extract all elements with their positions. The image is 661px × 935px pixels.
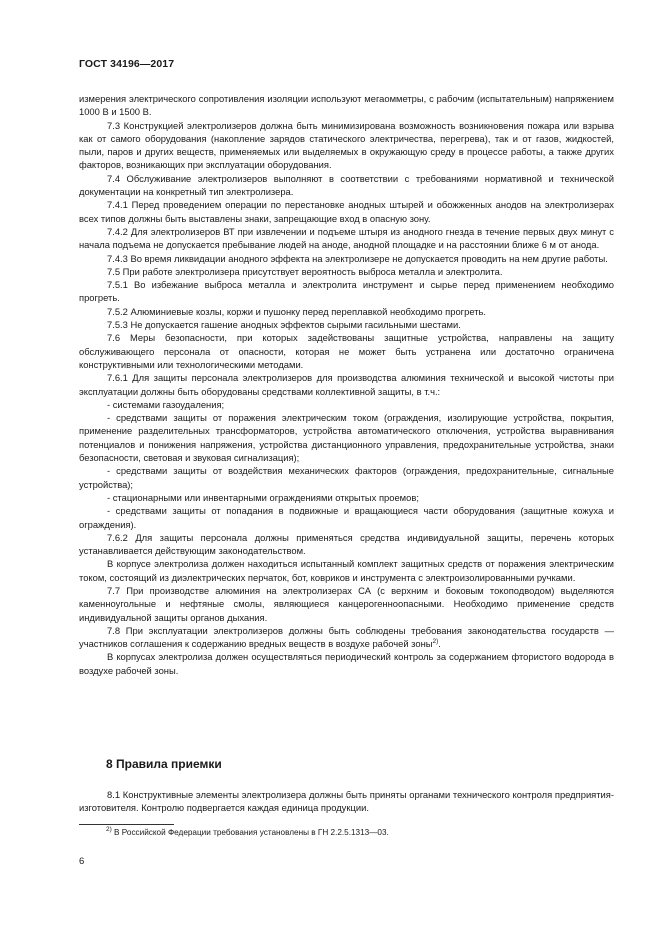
paragraph-text: - системами газоудаления; <box>107 398 225 410</box>
paragraph-text: измерения электрического сопротивления изоляции используют мегаомметры, с рабочим (испытательным) напряжением 1000 В и 1500 В. <box>79 93 614 118</box>
paragraph-text: 7.7 При производстве алюминия на электролизерах СА (с верхним и боковым токоподводом) выделяются каменноугольные и нефтяные смолы, являющиеся канцерогенноопасными. Необходимо применение средств индивидуальной защиты органов дыхания. <box>79 584 614 623</box>
paragraph <box>79 650 614 677</box>
footnote-mark: 2) <box>106 826 112 833</box>
footnote <box>106 828 389 837</box>
paragraph <box>79 557 614 584</box>
paragraph <box>79 411 614 464</box>
paragraph-text: - стационарными или инвентарными ограждениями открытых проемов; <box>107 491 419 503</box>
paragraph-text: - средствами защиты от воздействия механических факторов (ограждения, предохранительные, сигнальные устройства); <box>79 465 614 490</box>
footnote-reference: 2) <box>432 638 439 646</box>
paragraph <box>79 305 614 318</box>
paragraph <box>79 198 614 225</box>
paragraph-text: 7.4.1 Перед проведением операции по перестановке анодных штырей и обожженных анодов на электролизерах всех типов должны быть выставлены знаки, запрещающие вход в опасную зону. <box>79 199 614 224</box>
paragraph-text: 7.4.3 Во время ликвидации анодного эффекта на электролизере не допускается проводить на нем другие работы. <box>107 252 608 264</box>
paragraph-text: 7.4 Обслуживание электролизеров выполняют в соответствии с требованиями нормативной и технической документации на конкретный тип электролизера. <box>79 172 614 198</box>
paragraph <box>79 491 614 504</box>
paragraph <box>79 265 614 278</box>
section-8-heading: 8 Правила приемки <box>106 757 222 771</box>
paragraph <box>79 318 614 331</box>
paragraph-text: 7.5 При работе электролизера присутствует вероятность выброса металла и электролита. <box>107 265 503 277</box>
paragraph-text: 7.4.2 Для электролизеров ВТ при извлечении и подъеме штыря из анодного гнезда в течение первых двух минут с начала подъема не допускается пребывание людей на аноде, анодной площадке и на расстоянии ближе 6 м от анода. <box>79 225 614 251</box>
paragraph-text: 7.3 Конструкцией электролизеров должна быть минимизирована возможность возникновения пожара или взрыва как от самого оборудования (накопление зарядов статического электричества, перегрева), так и от газов, жидкостей, пыли, паров и других веществ, применяемых или выделяемых в окружающую среду в процессе работы, а также других факторов, возникающих при эксплуатации оборудования. <box>79 119 614 171</box>
paragraph <box>79 92 614 119</box>
paragraph-text: В корпусе электролиза должен находиться испытанный комплект защитных средств от поражения электрическим током, состоящий из диэлектрических перчаток, бот, ковриков и инструмента с электроизолированными ручками. <box>79 558 614 583</box>
standard-header: ГОСТ 34196—2017 <box>79 58 175 70</box>
paragraph <box>79 225 614 252</box>
paragraph-text: 7.6.2 Для защиты персонала должны применяться средства индивидуальной защиты, перечень которых устанавливается действующим законодательством. <box>79 531 614 557</box>
paragraph <box>79 504 614 531</box>
paragraph-text: 7.5.3 Не допускается гашение анодных эффектов сырыми гасильными шестами. <box>107 319 461 331</box>
paragraph <box>79 331 614 371</box>
paragraph-text: 7.6.1 Для защиты персонала электролизеров для производства алюминия технической и высокой чистоты при эксплуатации должны быть оборудованы средствами коллективной защиты, в т.ч.: <box>79 372 614 397</box>
paragraph <box>79 252 614 265</box>
page-number: 6 <box>79 856 85 867</box>
paragraph <box>79 119 614 172</box>
paragraph <box>79 624 614 651</box>
main-text <box>79 92 614 677</box>
paragraph-text: 7.6 Меры безопасности, при которых задействованы защитные устройства, направлены на защиту обслуживающего персонала от опасности, которая не может быть устранена или достаточно ограничена конструктивными или технологическими методами. <box>79 332 614 370</box>
footnote-divider <box>79 824 174 825</box>
section-8-body <box>79 788 614 815</box>
paragraph-text: - средствами защиты от попадания в подвижные и вращающиеся части оборудования (защитные кожуха и ограждения). <box>79 505 614 530</box>
paragraph-text: 7.5.1 Во избежание выброса металла и электролита инструмент и сырье перед применением необходимо прогреть. <box>79 279 614 304</box>
paragraph <box>79 172 614 199</box>
paragraph <box>79 464 614 491</box>
paragraph-text: 7.8 При эксплуатации электролизеров должны быть соблюдены требования законодательства государств — участников соглашения к содержанию вредных веществ в воздухе рабочей зоны <box>79 624 614 650</box>
paragraph-text: 7.5.2 Алюминиевые козлы, коржи и пушонку перед переплавкой необходимо прогреть. <box>107 305 486 317</box>
paragraph <box>79 531 614 558</box>
footnote-text: В Российской Федерации требования установлены в ГН 2.2.5.1313—03. <box>111 828 389 837</box>
paragraph <box>79 398 614 411</box>
paragraph <box>79 584 614 624</box>
paragraph <box>79 371 614 398</box>
paragraph-text: В корпусах электролиза должен осуществляться периодический контроль за содержанием фтористого водорода в воздухе рабочей зоны. <box>79 651 614 676</box>
paragraph <box>79 278 614 305</box>
paragraph-text: - средствами защиты от поражения электрическим током (ограждения, изолирующие устройства, покрытия, применение разделительных трансформаторов, устройства автоматического отключения, устройства выравнивания потенциалов и понижения напряжения, устройства дистанционного управления, предохранительные устройства, знаки безопасности, световая и звуковая сигнализация); <box>79 412 614 464</box>
paragraph-tail: . <box>438 638 441 650</box>
paragraph-8-1: 8.1 Конструктивные элементы электролизера должны быть приняты органами технического контроля предприятия-изготовителя. Контролю подвергается каждая единица продукции. <box>79 789 614 814</box>
